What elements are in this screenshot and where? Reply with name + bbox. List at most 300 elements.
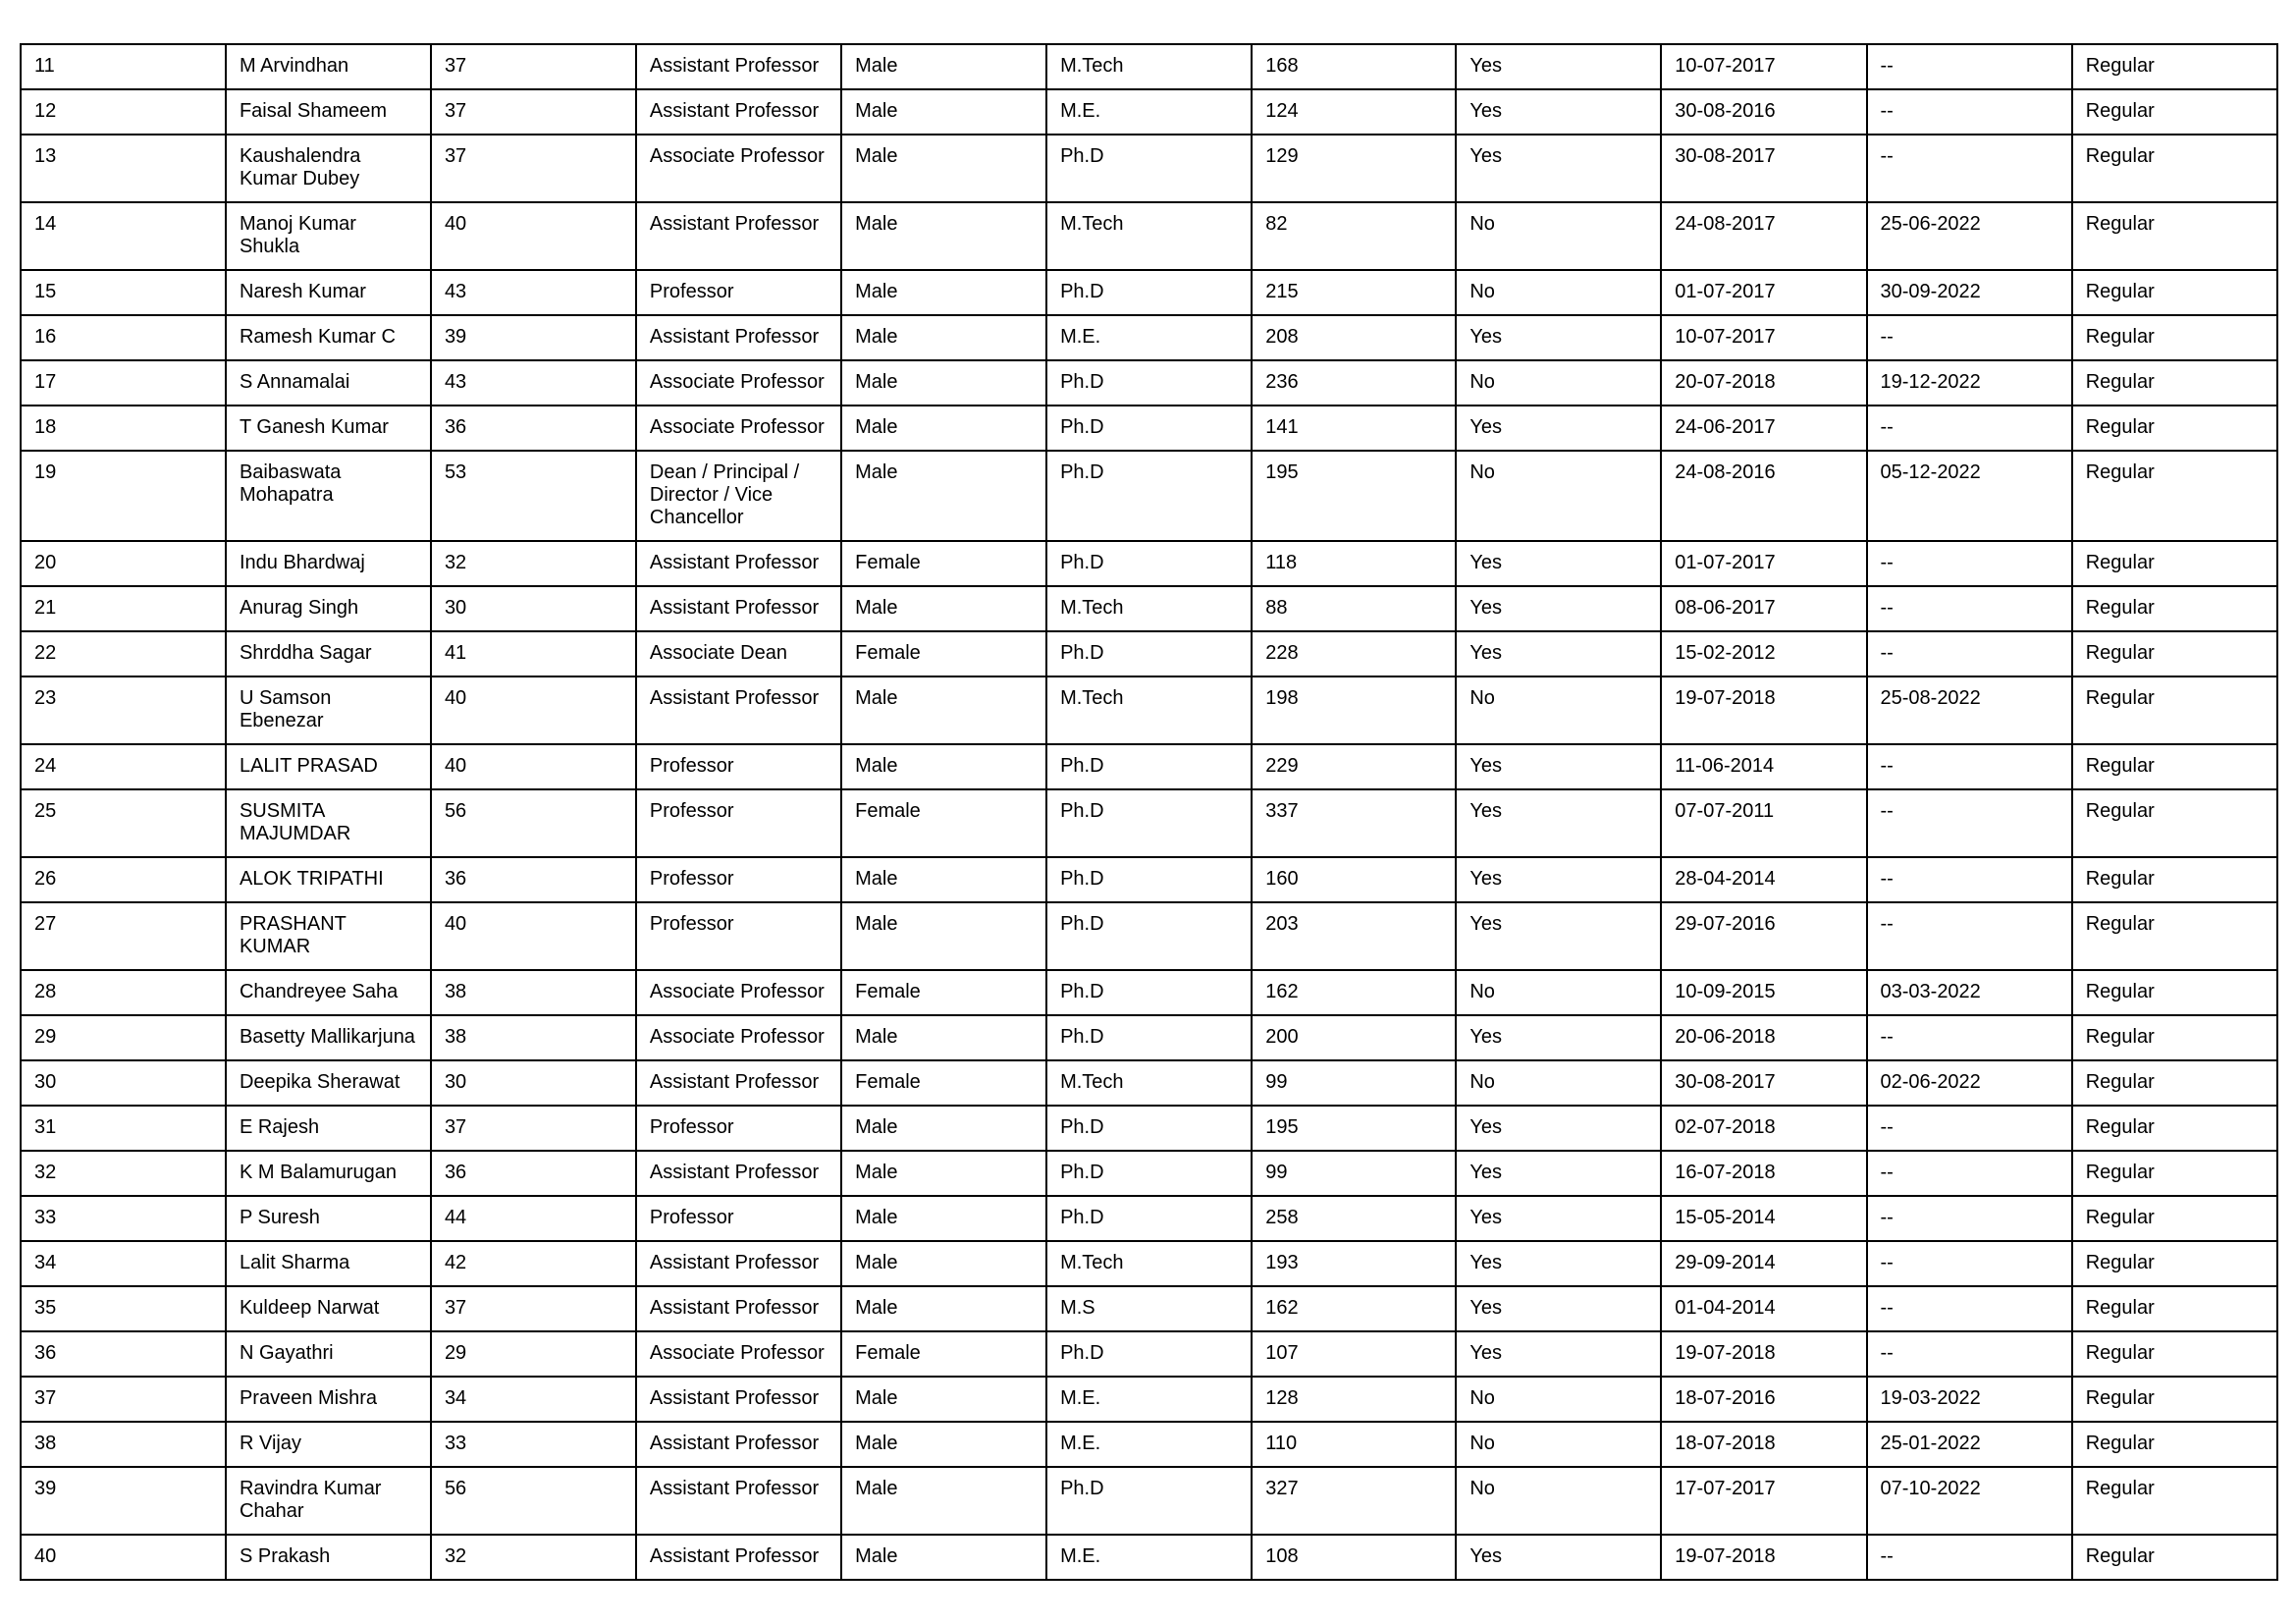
- cell-currently-working: No: [1456, 676, 1661, 744]
- cell-designation: Assistant Professor: [636, 89, 841, 135]
- cell-date-of-joining: 15-02-2012: [1661, 631, 1866, 676]
- cell-sr-no: 26: [21, 857, 226, 902]
- cell-currently-working: Yes: [1456, 789, 1661, 857]
- cell-date-of-leaving: --: [1867, 1015, 2072, 1060]
- cell-date-of-leaving: --: [1867, 1535, 2072, 1580]
- cell-qualification: M.Tech: [1046, 1241, 1252, 1286]
- cell-gender: Male: [841, 1377, 1046, 1422]
- cell-experience-months: 128: [1252, 1377, 1456, 1422]
- cell-currently-working: Yes: [1456, 1015, 1661, 1060]
- cell-currently-working: No: [1456, 360, 1661, 406]
- cell-designation: Associate Professor: [636, 1331, 841, 1377]
- cell-gender: Male: [841, 902, 1046, 970]
- table-row: [21, 857, 2277, 902]
- cell-date-of-leaving: --: [1867, 902, 2072, 970]
- cell-qualification: Ph.D: [1046, 406, 1252, 451]
- cell-currently-working: Yes: [1456, 1106, 1661, 1151]
- cell-gender: Female: [841, 970, 1046, 1015]
- cell-age: 43: [431, 360, 636, 406]
- cell-currently-working: No: [1456, 970, 1661, 1015]
- cell-name: Kaushalendra Kumar Dubey: [226, 135, 431, 202]
- cell-designation: Associate Professor: [636, 135, 841, 202]
- cell-name: Faisal Shameem: [226, 89, 431, 135]
- cell-name: N Gayathri: [226, 1331, 431, 1377]
- cell-date-of-leaving: --: [1867, 1331, 2072, 1377]
- cell-date-of-leaving: 05-12-2022: [1867, 451, 2072, 541]
- cell-currently-working: Yes: [1456, 1331, 1661, 1377]
- cell-designation: Associate Professor: [636, 1015, 841, 1060]
- cell-qualification: Ph.D: [1046, 360, 1252, 406]
- cell-name: Ravindra Kumar Chahar: [226, 1467, 431, 1535]
- cell-sr-no: 15: [21, 270, 226, 315]
- cell-experience-months: 118: [1252, 541, 1456, 586]
- cell-qualification: Ph.D: [1046, 451, 1252, 541]
- cell-gender: Female: [841, 1060, 1046, 1106]
- cell-experience-months: 107: [1252, 1331, 1456, 1377]
- cell-date-of-joining: 18-07-2016: [1661, 1377, 1866, 1422]
- cell-date-of-leaving: --: [1867, 541, 2072, 586]
- cell-date-of-leaving: 25-01-2022: [1867, 1422, 2072, 1467]
- cell-date-of-leaving: --: [1867, 1106, 2072, 1151]
- cell-qualification: Ph.D: [1046, 789, 1252, 857]
- cell-association-type: Regular: [2072, 1241, 2277, 1286]
- cell-date-of-joining: 30-08-2016: [1661, 89, 1866, 135]
- table-row: [21, 586, 2277, 631]
- cell-age: 29: [431, 1331, 636, 1377]
- cell-gender: Male: [841, 44, 1046, 89]
- cell-age: 40: [431, 744, 636, 789]
- cell-gender: Male: [841, 1467, 1046, 1535]
- cell-date-of-joining: 17-07-2017: [1661, 1467, 1866, 1535]
- cell-age: 40: [431, 676, 636, 744]
- cell-currently-working: Yes: [1456, 1535, 1661, 1580]
- table-row: [21, 270, 2277, 315]
- cell-qualification: Ph.D: [1046, 970, 1252, 1015]
- cell-date-of-joining: 10-07-2017: [1661, 44, 1866, 89]
- cell-gender: Male: [841, 857, 1046, 902]
- cell-name: P Suresh: [226, 1196, 431, 1241]
- cell-association-type: Regular: [2072, 270, 2277, 315]
- cell-age: 30: [431, 586, 636, 631]
- cell-date-of-joining: 08-06-2017: [1661, 586, 1866, 631]
- cell-name: Manoj Kumar Shukla: [226, 202, 431, 270]
- cell-date-of-joining: 07-07-2011: [1661, 789, 1866, 857]
- cell-experience-months: 168: [1252, 44, 1456, 89]
- table-row: [21, 541, 2277, 586]
- cell-designation: Assistant Professor: [636, 1241, 841, 1286]
- cell-experience-months: 215: [1252, 270, 1456, 315]
- cell-sr-no: 31: [21, 1106, 226, 1151]
- cell-experience-months: 193: [1252, 1241, 1456, 1286]
- cell-name: Basetty Mallikarjuna: [226, 1015, 431, 1060]
- cell-designation: Associate Professor: [636, 360, 841, 406]
- cell-name: SUSMITA MAJUMDAR: [226, 789, 431, 857]
- cell-qualification: Ph.D: [1046, 541, 1252, 586]
- cell-association-type: Regular: [2072, 1060, 2277, 1106]
- cell-experience-months: 110: [1252, 1422, 1456, 1467]
- cell-experience-months: 88: [1252, 586, 1456, 631]
- cell-association-type: Regular: [2072, 315, 2277, 360]
- cell-association-type: Regular: [2072, 89, 2277, 135]
- cell-date-of-leaving: 02-06-2022: [1867, 1060, 2072, 1106]
- cell-qualification: M.Tech: [1046, 676, 1252, 744]
- cell-gender: Male: [841, 1196, 1046, 1241]
- cell-date-of-leaving: --: [1867, 789, 2072, 857]
- cell-age: 36: [431, 406, 636, 451]
- cell-currently-working: No: [1456, 1377, 1661, 1422]
- cell-gender: Male: [841, 1015, 1046, 1060]
- cell-experience-months: 99: [1252, 1060, 1456, 1106]
- table-row: [21, 135, 2277, 202]
- cell-date-of-leaving: 07-10-2022: [1867, 1467, 2072, 1535]
- cell-age: 38: [431, 1015, 636, 1060]
- cell-date-of-leaving: --: [1867, 135, 2072, 202]
- cell-association-type: Regular: [2072, 1377, 2277, 1422]
- cell-name: ALOK TRIPATHI: [226, 857, 431, 902]
- cell-currently-working: Yes: [1456, 631, 1661, 676]
- cell-designation: Assistant Professor: [636, 202, 841, 270]
- cell-designation: Assistant Professor: [636, 676, 841, 744]
- cell-sr-no: 20: [21, 541, 226, 586]
- cell-currently-working: No: [1456, 1060, 1661, 1106]
- table-row: [21, 1106, 2277, 1151]
- cell-designation: Assistant Professor: [636, 1060, 841, 1106]
- table-row: [21, 44, 2277, 89]
- cell-date-of-joining: 19-07-2018: [1661, 676, 1866, 744]
- cell-designation: Associate Dean: [636, 631, 841, 676]
- cell-association-type: Regular: [2072, 541, 2277, 586]
- cell-association-type: Regular: [2072, 1422, 2277, 1467]
- cell-qualification: Ph.D: [1046, 902, 1252, 970]
- cell-experience-months: 108: [1252, 1535, 1456, 1580]
- cell-currently-working: Yes: [1456, 902, 1661, 970]
- cell-designation: Professor: [636, 270, 841, 315]
- cell-age: 40: [431, 202, 636, 270]
- cell-sr-no: 17: [21, 360, 226, 406]
- cell-association-type: Regular: [2072, 789, 2277, 857]
- cell-gender: Female: [841, 631, 1046, 676]
- cell-association-type: Regular: [2072, 202, 2277, 270]
- cell-date-of-leaving: --: [1867, 89, 2072, 135]
- cell-age: 30: [431, 1060, 636, 1106]
- cell-association-type: Regular: [2072, 902, 2277, 970]
- cell-age: 39: [431, 315, 636, 360]
- cell-experience-months: 82: [1252, 202, 1456, 270]
- cell-designation: Assistant Professor: [636, 315, 841, 360]
- cell-qualification: M.Tech: [1046, 1060, 1252, 1106]
- cell-date-of-leaving: 19-03-2022: [1867, 1377, 2072, 1422]
- cell-age: 37: [431, 1286, 636, 1331]
- table-row: [21, 202, 2277, 270]
- cell-experience-months: 327: [1252, 1467, 1456, 1535]
- table-row: [21, 676, 2277, 744]
- cell-date-of-joining: 19-07-2018: [1661, 1535, 1866, 1580]
- cell-association-type: Regular: [2072, 1286, 2277, 1331]
- cell-date-of-leaving: --: [1867, 406, 2072, 451]
- cell-sr-no: 29: [21, 1015, 226, 1060]
- cell-currently-working: Yes: [1456, 541, 1661, 586]
- cell-gender: Male: [841, 586, 1046, 631]
- cell-experience-months: 337: [1252, 789, 1456, 857]
- table-row: [21, 360, 2277, 406]
- cell-age: 36: [431, 1151, 636, 1196]
- cell-age: 37: [431, 135, 636, 202]
- cell-sr-no: 22: [21, 631, 226, 676]
- cell-association-type: Regular: [2072, 1467, 2277, 1535]
- cell-age: 44: [431, 1196, 636, 1241]
- cell-name: Indu Bhardwaj: [226, 541, 431, 586]
- cell-association-type: Regular: [2072, 451, 2277, 541]
- cell-date-of-leaving: --: [1867, 1241, 2072, 1286]
- table-row: [21, 902, 2277, 970]
- cell-name: E Rajesh: [226, 1106, 431, 1151]
- cell-date-of-joining: 10-07-2017: [1661, 315, 1866, 360]
- cell-age: 38: [431, 970, 636, 1015]
- cell-sr-no: 34: [21, 1241, 226, 1286]
- cell-currently-working: No: [1456, 202, 1661, 270]
- cell-sr-no: 39: [21, 1467, 226, 1535]
- cell-date-of-leaving: --: [1867, 44, 2072, 89]
- cell-qualification: M.Tech: [1046, 44, 1252, 89]
- cell-date-of-joining: 18-07-2018: [1661, 1422, 1866, 1467]
- faculty-table-body: [21, 44, 2277, 1580]
- cell-sr-no: 33: [21, 1196, 226, 1241]
- cell-date-of-joining: 15-05-2014: [1661, 1196, 1866, 1241]
- cell-association-type: Regular: [2072, 676, 2277, 744]
- cell-age: 37: [431, 89, 636, 135]
- cell-name: LALIT PRASAD: [226, 744, 431, 789]
- cell-age: 56: [431, 789, 636, 857]
- cell-name: Baibaswata Mohapatra: [226, 451, 431, 541]
- cell-sr-no: 25: [21, 789, 226, 857]
- cell-date-of-leaving: 30-09-2022: [1867, 270, 2072, 315]
- cell-experience-months: 258: [1252, 1196, 1456, 1241]
- cell-qualification: M.Tech: [1046, 202, 1252, 270]
- cell-age: 56: [431, 1467, 636, 1535]
- cell-date-of-joining: 01-04-2014: [1661, 1286, 1866, 1331]
- cell-sr-no: 23: [21, 676, 226, 744]
- cell-name: Kuldeep Narwat: [226, 1286, 431, 1331]
- cell-experience-months: 203: [1252, 902, 1456, 970]
- cell-date-of-leaving: --: [1867, 586, 2072, 631]
- cell-currently-working: No: [1456, 451, 1661, 541]
- cell-date-of-joining: 29-09-2014: [1661, 1241, 1866, 1286]
- cell-experience-months: 198: [1252, 676, 1456, 744]
- cell-gender: Male: [841, 1106, 1046, 1151]
- cell-age: 36: [431, 857, 636, 902]
- cell-experience-months: 162: [1252, 1286, 1456, 1331]
- cell-designation: Assistant Professor: [636, 1467, 841, 1535]
- cell-gender: Male: [841, 270, 1046, 315]
- cell-name: R Vijay: [226, 1422, 431, 1467]
- cell-date-of-joining: 30-08-2017: [1661, 1060, 1866, 1106]
- cell-association-type: Regular: [2072, 1106, 2277, 1151]
- table-row: [21, 1377, 2277, 1422]
- cell-gender: Male: [841, 135, 1046, 202]
- table-row: [21, 451, 2277, 541]
- cell-age: 32: [431, 541, 636, 586]
- cell-gender: Female: [841, 1331, 1046, 1377]
- cell-gender: Male: [841, 1422, 1046, 1467]
- cell-date-of-leaving: 25-06-2022: [1867, 202, 2072, 270]
- cell-sr-no: 38: [21, 1422, 226, 1467]
- cell-age: 42: [431, 1241, 636, 1286]
- cell-name: Naresh Kumar: [226, 270, 431, 315]
- cell-gender: Female: [841, 789, 1046, 857]
- cell-designation: Associate Professor: [636, 970, 841, 1015]
- cell-date-of-joining: 24-08-2016: [1661, 451, 1866, 541]
- cell-currently-working: No: [1456, 1422, 1661, 1467]
- cell-currently-working: No: [1456, 270, 1661, 315]
- cell-date-of-joining: 24-08-2017: [1661, 202, 1866, 270]
- cell-association-type: Regular: [2072, 406, 2277, 451]
- cell-qualification: Ph.D: [1046, 1106, 1252, 1151]
- cell-designation: Assistant Professor: [636, 1535, 841, 1580]
- cell-experience-months: 208: [1252, 315, 1456, 360]
- cell-currently-working: Yes: [1456, 44, 1661, 89]
- cell-qualification: Ph.D: [1046, 1331, 1252, 1377]
- cell-date-of-joining: 16-07-2018: [1661, 1151, 1866, 1196]
- cell-currently-working: Yes: [1456, 406, 1661, 451]
- cell-association-type: Regular: [2072, 970, 2277, 1015]
- cell-name: Shrddha Sagar: [226, 631, 431, 676]
- cell-age: 37: [431, 1106, 636, 1151]
- cell-designation: Assistant Professor: [636, 1151, 841, 1196]
- cell-qualification: Ph.D: [1046, 1151, 1252, 1196]
- cell-designation: Assistant Professor: [636, 1286, 841, 1331]
- cell-date-of-joining: 01-07-2017: [1661, 270, 1866, 315]
- table-row: [21, 1196, 2277, 1241]
- cell-sr-no: 24: [21, 744, 226, 789]
- cell-date-of-joining: 20-07-2018: [1661, 360, 1866, 406]
- cell-currently-working: Yes: [1456, 89, 1661, 135]
- cell-date-of-leaving: 19-12-2022: [1867, 360, 2072, 406]
- cell-date-of-joining: 30-08-2017: [1661, 135, 1866, 202]
- cell-experience-months: 228: [1252, 631, 1456, 676]
- cell-date-of-joining: 01-07-2017: [1661, 541, 1866, 586]
- table-row: [21, 1331, 2277, 1377]
- cell-association-type: Regular: [2072, 744, 2277, 789]
- cell-experience-months: 200: [1252, 1015, 1456, 1060]
- table-row: [21, 1060, 2277, 1106]
- cell-qualification: M.E.: [1046, 1535, 1252, 1580]
- cell-age: 41: [431, 631, 636, 676]
- cell-association-type: Regular: [2072, 44, 2277, 89]
- cell-gender: Male: [841, 360, 1046, 406]
- cell-sr-no: 11: [21, 44, 226, 89]
- cell-gender: Male: [841, 744, 1046, 789]
- table-row: [21, 789, 2277, 857]
- cell-qualification: Ph.D: [1046, 1467, 1252, 1535]
- cell-association-type: Regular: [2072, 360, 2277, 406]
- cell-qualification: M.E.: [1046, 1377, 1252, 1422]
- cell-currently-working: Yes: [1456, 1241, 1661, 1286]
- cell-date-of-leaving: --: [1867, 1286, 2072, 1331]
- cell-sr-no: 40: [21, 1535, 226, 1580]
- cell-qualification: Ph.D: [1046, 631, 1252, 676]
- cell-name: Anurag Singh: [226, 586, 431, 631]
- cell-experience-months: 99: [1252, 1151, 1456, 1196]
- table-row: [21, 744, 2277, 789]
- cell-gender: Male: [841, 406, 1046, 451]
- cell-sr-no: 27: [21, 902, 226, 970]
- cell-designation: Assistant Professor: [636, 586, 841, 631]
- cell-name: T Ganesh Kumar: [226, 406, 431, 451]
- cell-date-of-leaving: --: [1867, 631, 2072, 676]
- cell-qualification: M.E.: [1046, 89, 1252, 135]
- cell-currently-working: Yes: [1456, 744, 1661, 789]
- cell-currently-working: Yes: [1456, 857, 1661, 902]
- table-row: [21, 406, 2277, 451]
- cell-designation: Assistant Professor: [636, 44, 841, 89]
- cell-currently-working: Yes: [1456, 135, 1661, 202]
- cell-gender: Female: [841, 541, 1046, 586]
- cell-gender: Male: [841, 202, 1046, 270]
- cell-age: 53: [431, 451, 636, 541]
- cell-association-type: Regular: [2072, 631, 2277, 676]
- cell-currently-working: Yes: [1456, 1151, 1661, 1196]
- cell-date-of-leaving: 03-03-2022: [1867, 970, 2072, 1015]
- cell-age: 34: [431, 1377, 636, 1422]
- cell-sr-no: 12: [21, 89, 226, 135]
- cell-currently-working: Yes: [1456, 1286, 1661, 1331]
- table-row: [21, 1151, 2277, 1196]
- cell-sr-no: 16: [21, 315, 226, 360]
- cell-association-type: Regular: [2072, 857, 2277, 902]
- cell-gender: Male: [841, 676, 1046, 744]
- table-row: [21, 89, 2277, 135]
- cell-name: S Prakash: [226, 1535, 431, 1580]
- cell-gender: Male: [841, 1151, 1046, 1196]
- cell-qualification: M.Tech: [1046, 586, 1252, 631]
- cell-date-of-joining: 11-06-2014: [1661, 744, 1866, 789]
- cell-date-of-leaving: 25-08-2022: [1867, 676, 2072, 744]
- cell-name: PRASHANT KUMAR: [226, 902, 431, 970]
- cell-sr-no: 21: [21, 586, 226, 631]
- cell-date-of-joining: 24-06-2017: [1661, 406, 1866, 451]
- cell-gender: Male: [841, 1241, 1046, 1286]
- cell-designation: Dean / Principal / Director / Vice Chancellor: [636, 451, 841, 541]
- cell-name: S Annamalai: [226, 360, 431, 406]
- cell-gender: Male: [841, 89, 1046, 135]
- table-row: [21, 1467, 2277, 1535]
- cell-qualification: Ph.D: [1046, 857, 1252, 902]
- cell-sr-no: 14: [21, 202, 226, 270]
- cell-experience-months: 160: [1252, 857, 1456, 902]
- cell-qualification: Ph.D: [1046, 270, 1252, 315]
- cell-sr-no: 32: [21, 1151, 226, 1196]
- cell-experience-months: 141: [1252, 406, 1456, 451]
- table-row: [21, 631, 2277, 676]
- cell-date-of-joining: 20-06-2018: [1661, 1015, 1866, 1060]
- cell-name: Deepika Sherawat: [226, 1060, 431, 1106]
- cell-experience-months: 162: [1252, 970, 1456, 1015]
- cell-sr-no: 37: [21, 1377, 226, 1422]
- cell-association-type: Regular: [2072, 1331, 2277, 1377]
- cell-name: K M Balamurugan: [226, 1151, 431, 1196]
- cell-currently-working: Yes: [1456, 1196, 1661, 1241]
- cell-experience-months: 124: [1252, 89, 1456, 135]
- cell-designation: Professor: [636, 857, 841, 902]
- cell-date-of-joining: 29-07-2016: [1661, 902, 1866, 970]
- cell-qualification: M.E.: [1046, 1422, 1252, 1467]
- cell-association-type: Regular: [2072, 1535, 2277, 1580]
- cell-date-of-leaving: --: [1867, 857, 2072, 902]
- cell-date-of-leaving: --: [1867, 1151, 2072, 1196]
- cell-date-of-joining: 28-04-2014: [1661, 857, 1866, 902]
- cell-qualification: M.S: [1046, 1286, 1252, 1331]
- cell-experience-months: 195: [1252, 451, 1456, 541]
